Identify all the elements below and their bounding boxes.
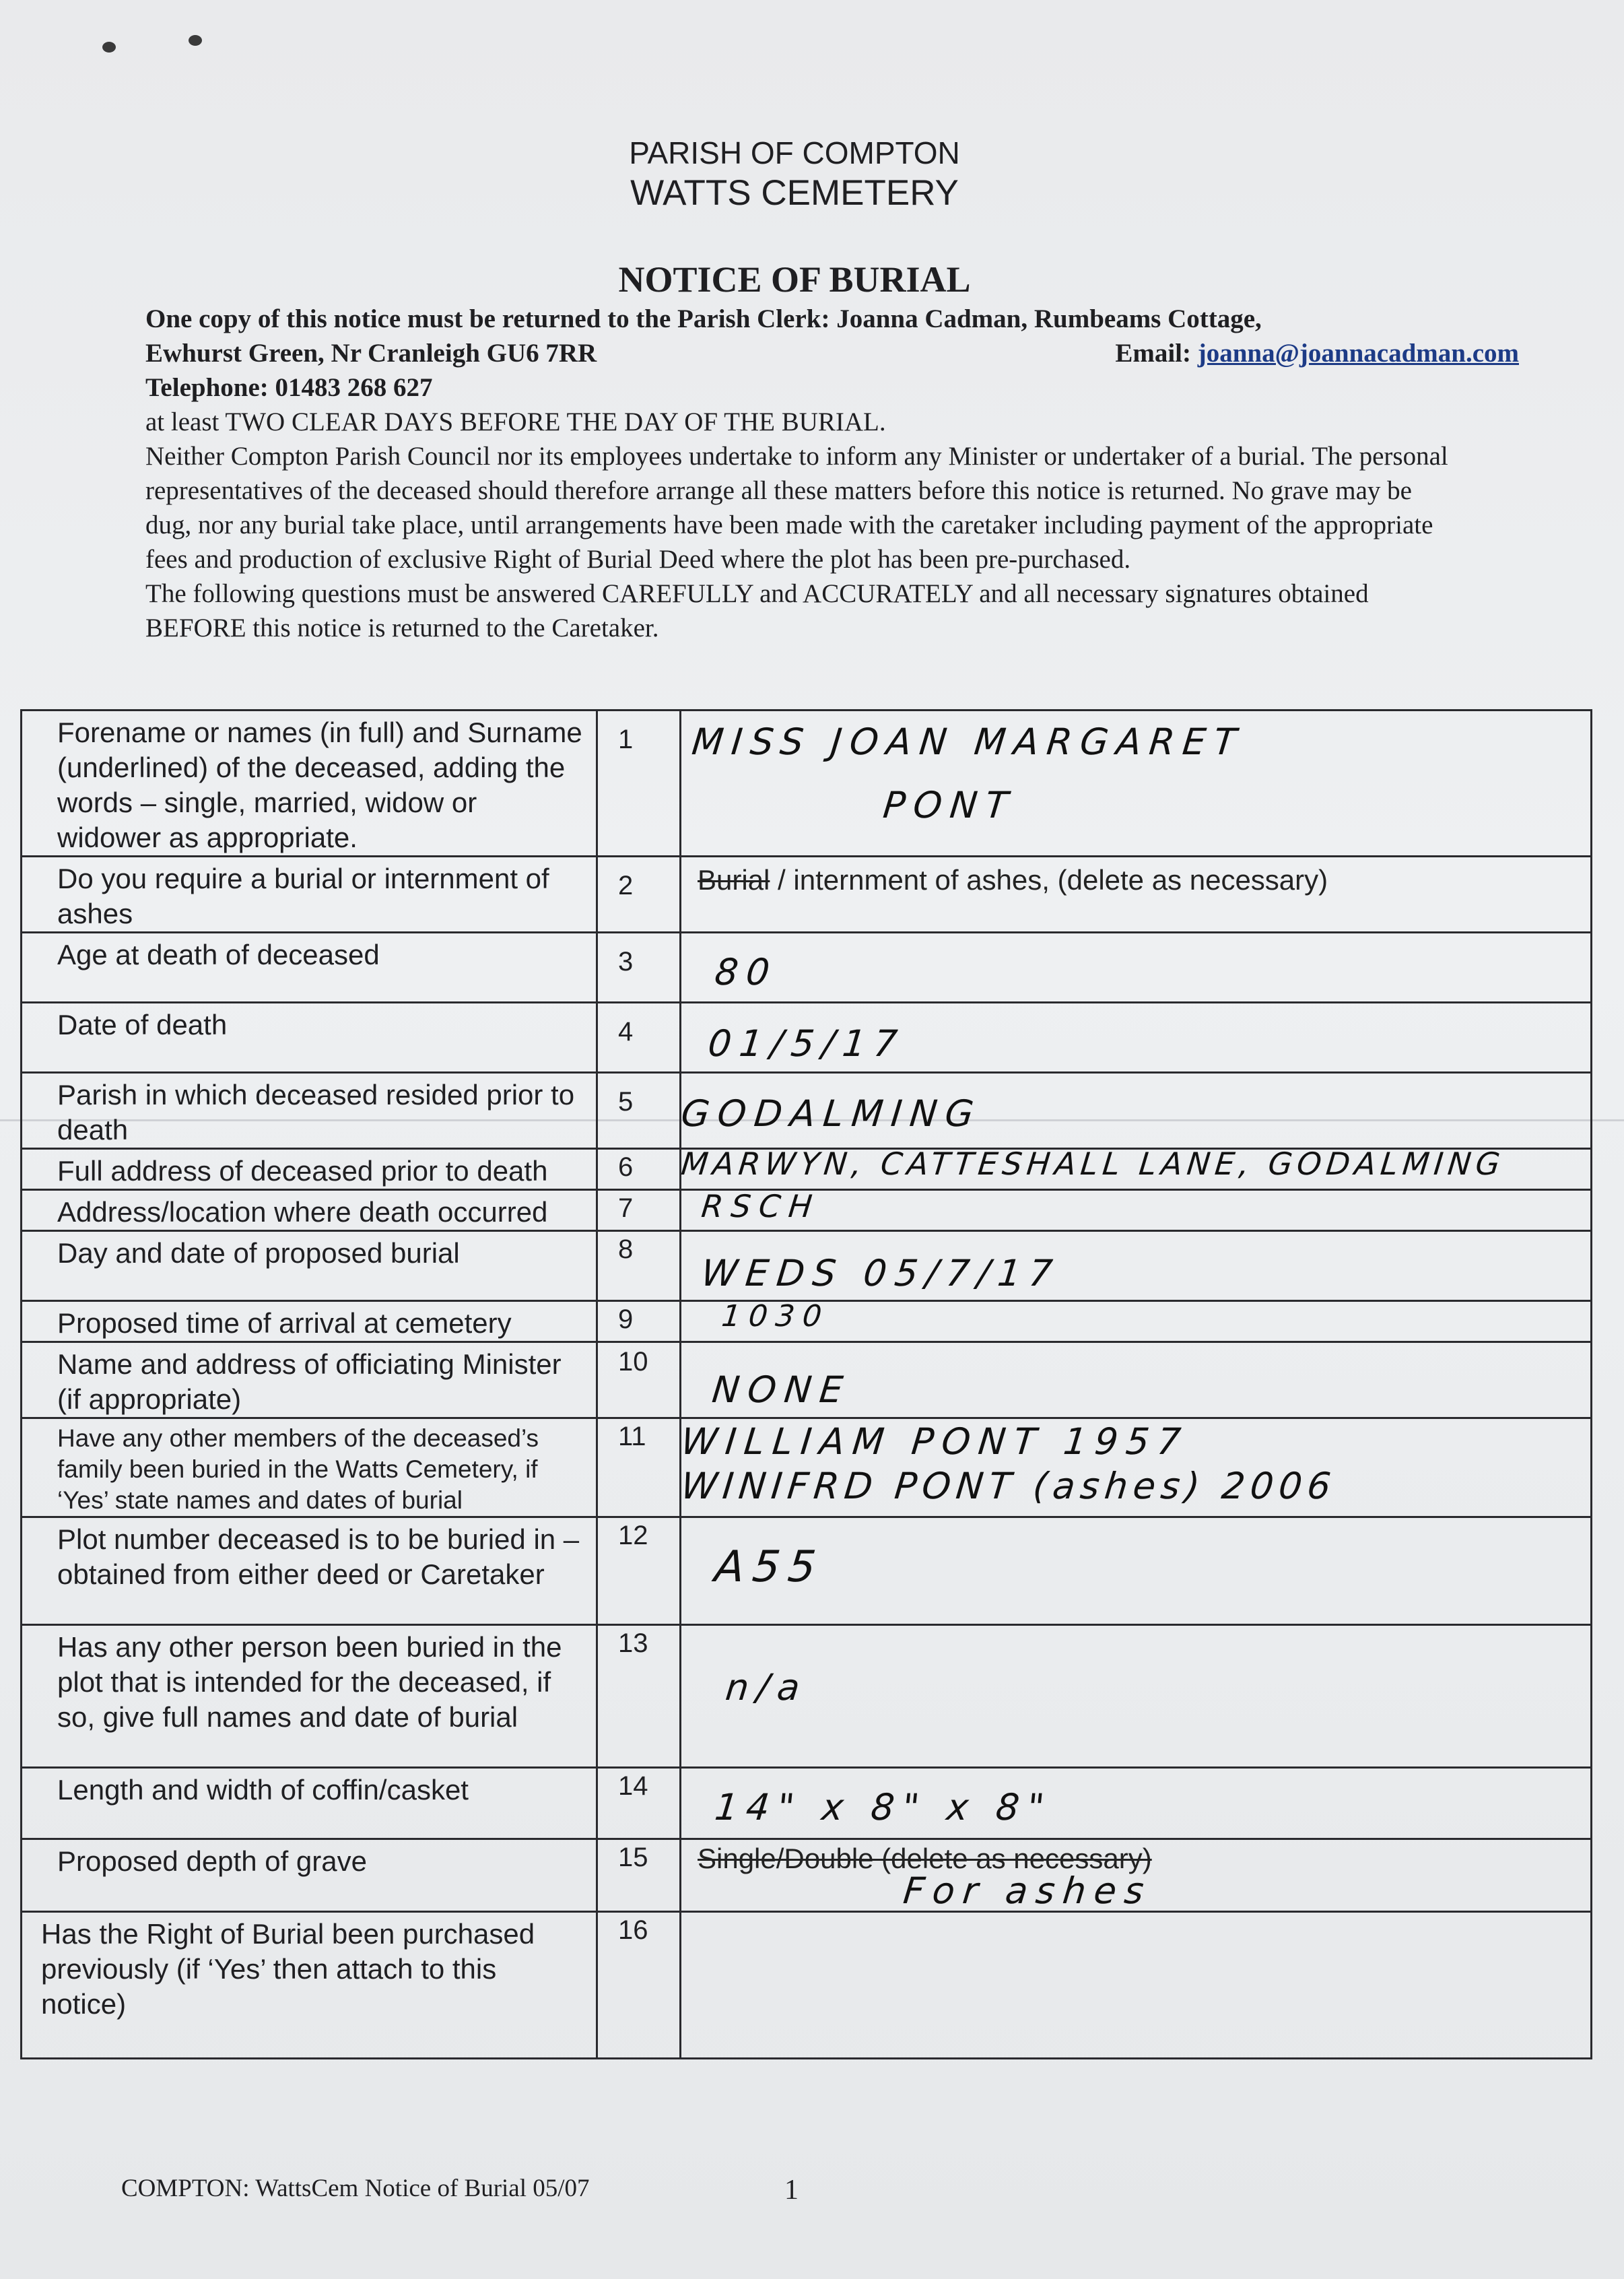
page-title: NOTICE OF BURIAL	[618, 259, 971, 300]
handwritten-answer: WEDS 05/7/17	[699, 1252, 1063, 1294]
row-number: 10	[597, 1342, 681, 1418]
clerk-address: Ewhurst Green, Nr Cranleigh GU6 7RR	[145, 339, 597, 368]
form-row	[22, 1003, 1592, 1073]
row-number: 6	[597, 1149, 681, 1190]
form-row	[22, 1625, 1592, 1768]
row-number: 5	[597, 1073, 681, 1149]
question: Parish in which deceased resided prior to death	[22, 1073, 597, 1149]
struck-option: Burial	[698, 864, 770, 896]
page-number: 1	[784, 2175, 799, 2206]
question: Has any other person been buried in the plot that is intended for the deceased, if so, give full names and date of burial	[22, 1625, 597, 1768]
handwritten-answer: A55	[712, 1542, 827, 1592]
answer-cell[interactable]	[681, 1231, 1592, 1301]
answer-cell[interactable]	[681, 933, 1592, 1003]
answer-cell[interactable]	[681, 1342, 1592, 1418]
form-row	[22, 1301, 1592, 1342]
handwritten-answer: WINIFRD PONT (ashes) 2006	[679, 1465, 1339, 1507]
form-row	[22, 1073, 1592, 1149]
question: Length and width of coffin/casket	[22, 1768, 597, 1839]
handwritten-answer: n/a	[723, 1666, 810, 1709]
question: Do you require a burial or internment of ashes	[22, 857, 597, 933]
handwritten-answer: MARWYN, CATTESHALL LANE, GODALMING	[679, 1146, 1507, 1182]
row-number: 3	[597, 933, 681, 1003]
form-row	[22, 1231, 1592, 1301]
row-number: 9	[597, 1301, 681, 1342]
row-number: 7	[597, 1190, 681, 1231]
question: Proposed time of arrival at cemetery	[22, 1301, 597, 1342]
answer-cell[interactable]	[681, 1912, 1592, 2059]
kept-option: / internment of ashes, (delete as necessary)	[770, 864, 1328, 896]
handwritten-answer: MISS JOAN MARGARET	[689, 721, 1247, 763]
question: Have any other members of the deceased’s family been buried in the Watts Cemetery, if ‘Yes’ state names and dates of burial	[22, 1418, 597, 1517]
handwritten-answer: RSCH	[700, 1188, 822, 1224]
row-number: 13	[597, 1625, 681, 1768]
question: Address/location where death occurred	[22, 1190, 597, 1231]
handwritten-answer: 14" x 8" x 8"	[712, 1786, 1054, 1828]
handwritten-answer: GODALMING	[679, 1092, 984, 1135]
answer-cell[interactable]	[681, 1418, 1592, 1517]
answer-cell[interactable]	[679, 1146, 1592, 1190]
row-number: 4	[597, 1003, 681, 1073]
answer-cell[interactable]	[681, 1003, 1592, 1073]
printed-option	[698, 864, 1328, 896]
email-label: Email:	[1115, 339, 1191, 368]
row-number: 15	[597, 1839, 681, 1912]
struck-option: Single/Double (delete as necessary)	[698, 1843, 1152, 1874]
question: Proposed depth of grave	[22, 1839, 597, 1912]
cemetery-name: WATTS CEMETERY	[630, 173, 959, 213]
punch-hole	[189, 35, 202, 46]
handwritten-answer: 1030	[720, 1299, 832, 1333]
form-row	[22, 1190, 1592, 1231]
punch-hole	[102, 42, 116, 53]
instructions-paragraph: Neither Compton Parish Council nor its employees undertake to inform any Minister or undertaker of a burial. The personal representatives of the deceased should therefore arrange all these matters before this notice is returned. No grave may be dug, nor any burial take place, until arrangements have been made with the caretaker including payment of the appropriate fees and production of exclusive Right of Burial Deed where the plot has been pre-purchased.	[145, 442, 1448, 574]
form-row	[22, 933, 1592, 1003]
form-row	[22, 1149, 1592, 1190]
handwritten-answer: WILLIAM PONT 1957	[679, 1420, 1191, 1463]
form-row	[22, 1517, 1592, 1625]
parish-name: PARISH OF COMPTON	[629, 135, 960, 170]
answer-cell[interactable]	[681, 1073, 1592, 1149]
question: Forename or names (in full) and Surname (underlined) of the deceased, adding the words – single, married, widow or widower as appropriate.	[22, 711, 597, 857]
handwritten-answer: For ashes	[901, 1870, 1154, 1912]
form-row	[22, 1912, 1592, 2059]
answer-cell[interactable]	[681, 1768, 1592, 1839]
question: Name and address of officiating Minister (if appropriate)	[22, 1342, 597, 1418]
form-row	[22, 1768, 1592, 1839]
row-number: 14	[597, 1768, 681, 1839]
answer-cell[interactable]	[681, 1625, 1592, 1768]
handwritten-answer: 01/5/17	[706, 1022, 908, 1065]
handwritten-answer: NONE	[710, 1368, 853, 1411]
answer-cell[interactable]	[681, 1517, 1592, 1625]
row-number: 12	[597, 1517, 681, 1625]
form-row	[22, 1418, 1592, 1517]
question: Plot number deceased is to be buried in – obtained from either deed or Caretaker	[22, 1517, 597, 1625]
email-link[interactable]: joanna@joannacadman.com	[1197, 339, 1519, 368]
question: Age at death of deceased	[22, 933, 597, 1003]
clerk-line: One copy of this notice must be returned to the Parish Clerk: Joanna Cadman, Rumbeams Cottage,	[145, 304, 1262, 333]
row-number: 16	[597, 1912, 681, 2059]
accuracy-paragraph: The following questions must be answered CAREFULLY and ACCURATELY and all necessary signatures obtained BEFORE this notice is returned to the Caretaker.	[145, 579, 1369, 642]
intro-block	[145, 302, 1519, 645]
form-row	[22, 857, 1592, 933]
answer-cell[interactable]	[681, 857, 1592, 933]
answer-cell[interactable]	[681, 1839, 1592, 1912]
telephone: Telephone: 01483 268 627	[145, 373, 433, 402]
row-number: 11	[597, 1418, 681, 1517]
deadline-text: at least TWO CLEAR DAYS BEFORE THE DAY OF THE BURIAL.	[145, 407, 886, 436]
footer-reference: COMPTON: WattsCem Notice of Burial 05/07	[121, 2175, 590, 2202]
question: Date of death	[22, 1003, 597, 1073]
handwritten-answer: PONT	[881, 784, 1018, 826]
row-number: 2	[597, 857, 681, 933]
answer-cell[interactable]	[681, 1190, 1592, 1231]
question: Day and date of proposed burial	[22, 1231, 597, 1301]
address-line	[145, 336, 1519, 370]
answer-cell[interactable]	[681, 1301, 1592, 1342]
email-block	[1115, 336, 1519, 370]
handwritten-answer: 80	[712, 951, 780, 993]
question: Full address of deceased prior to death	[22, 1149, 597, 1190]
form-row	[22, 711, 1592, 857]
form-row	[22, 1839, 1592, 1912]
answer-cell[interactable]	[681, 711, 1592, 857]
form-row	[22, 1342, 1592, 1418]
row-number: 8	[597, 1231, 681, 1301]
question: Has the Right of Burial been purchased previously (if ‘Yes’ then attach to this notice)	[22, 1912, 597, 2059]
burial-form-table	[20, 709, 1592, 2059]
row-number: 1	[597, 711, 681, 857]
